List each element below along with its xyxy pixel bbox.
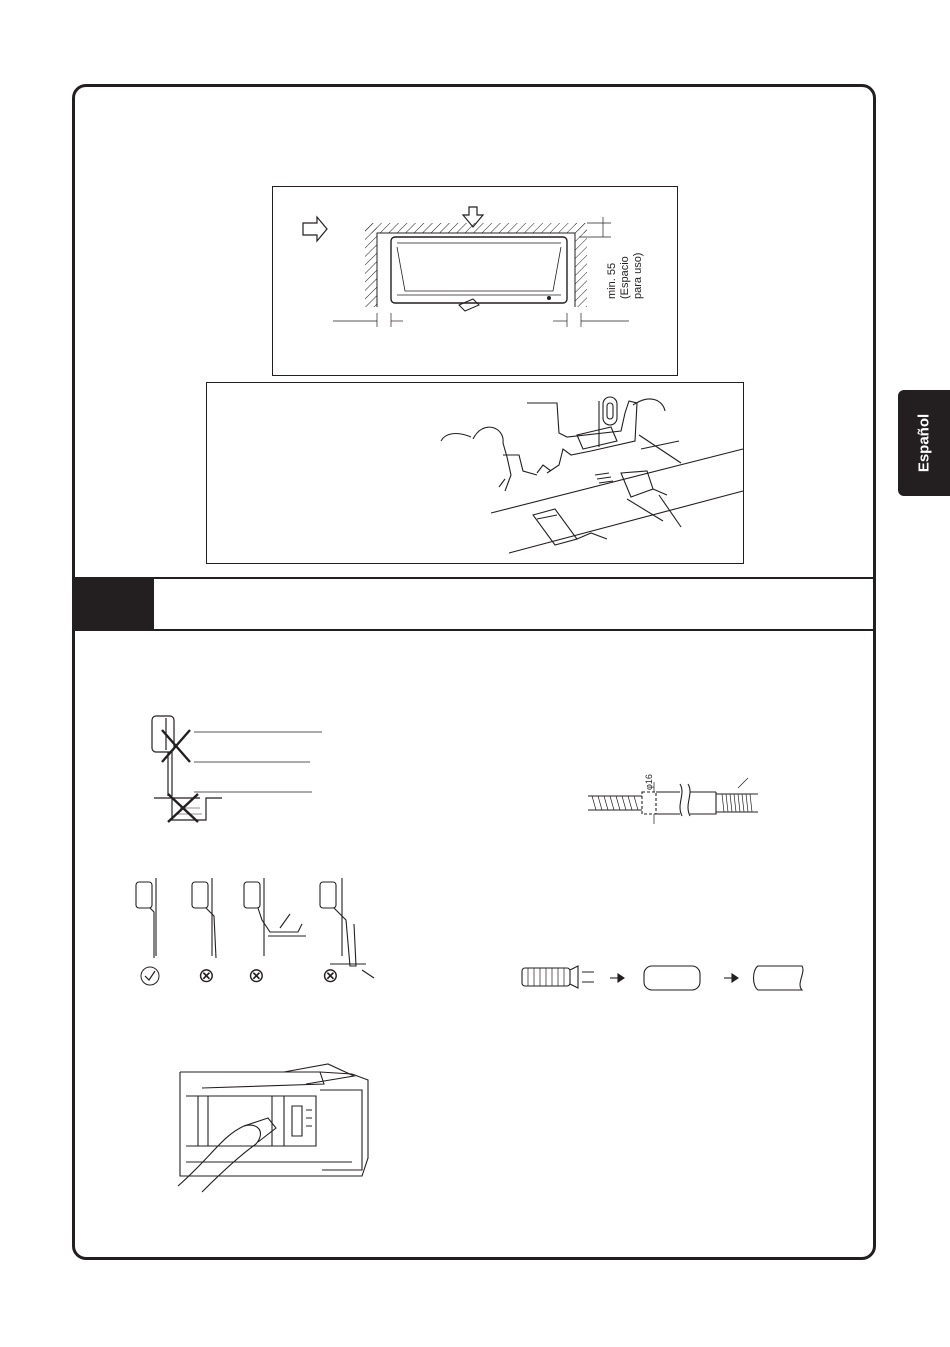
clearance-note-2: para uso)	[632, 252, 644, 299]
clearance-note-1: (Espacio	[619, 256, 631, 299]
wrong-mark-1: ⊗	[198, 965, 215, 987]
mounting-drawing	[207, 383, 745, 565]
wrong-mark-3: ⊗	[322, 965, 339, 987]
correct-icon	[141, 967, 159, 985]
clearance-figure	[272, 186, 678, 376]
language-tab[interactable]	[898, 390, 950, 496]
section-header	[72, 577, 876, 631]
hose-sequence-drawing	[520, 958, 810, 998]
drain-warning-drawing	[140, 710, 330, 830]
indoor-unit	[391, 237, 567, 303]
clearance-drawing	[273, 187, 679, 377]
mounting-figure	[206, 382, 744, 564]
section-number	[72, 579, 154, 629]
wrong-mark-2: ⊗	[248, 965, 265, 987]
airflow-arrow-icon	[303, 217, 327, 241]
unit-maintenance-drawing	[172, 1066, 372, 1196]
clearance-value: min. 55	[606, 262, 618, 299]
pipe-diameter: φ16	[644, 774, 654, 790]
drain-hose-extension-drawing	[588, 770, 768, 830]
language-tab-label: Español	[915, 413, 933, 473]
drain-slope-drawing	[130, 876, 390, 986]
